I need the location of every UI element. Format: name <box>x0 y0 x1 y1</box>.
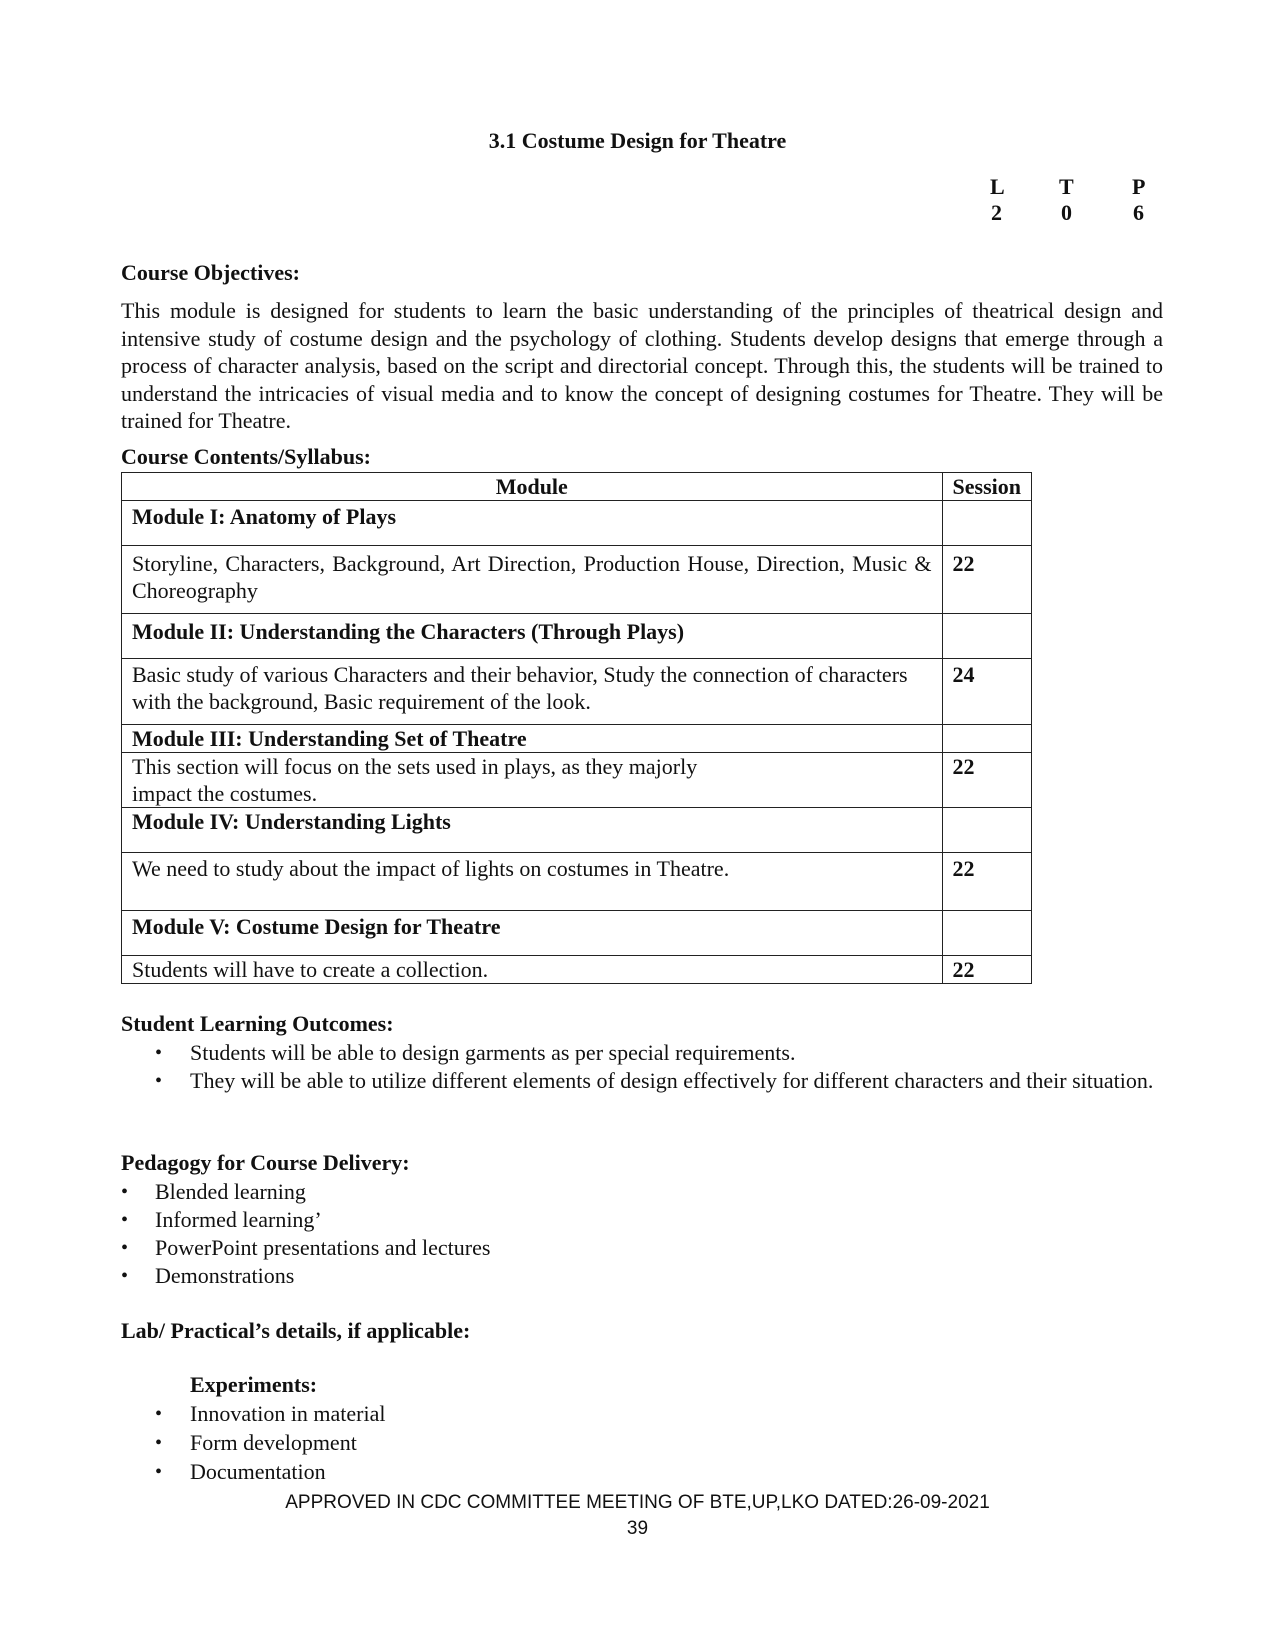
list-item <box>155 1429 955 1458</box>
ltp-label-l: L <box>990 174 1005 199</box>
syllabus-heading: Course Contents/Syllabus: <box>121 444 371 469</box>
module-title: Module II: Understanding the Characters (Through Plays) <box>122 614 943 659</box>
ltp-value-l: 2 <box>991 200 1002 225</box>
list-item-text: Innovation in material <box>190 1401 386 1426</box>
module-content: Students will have to create a collection. <box>122 956 943 984</box>
module-title-row <box>122 808 1032 853</box>
module-content: Basic study of various Characters and their behavior, Study the connection of characters with the background, Basic requirement of the look. <box>122 659 943 725</box>
module-title-row <box>122 725 1032 753</box>
list-item <box>121 1262 921 1291</box>
list-item-text: Informed learning’ <box>155 1207 322 1232</box>
module-title-row <box>122 501 1032 546</box>
list-item <box>121 1234 921 1263</box>
module-content-row <box>122 546 1032 614</box>
module-session: 24 <box>942 659 1031 725</box>
module-title-row <box>122 614 1032 659</box>
ltp-value-p: 6 <box>1133 200 1144 225</box>
module-session-empty <box>942 808 1031 853</box>
bullet-icon: • <box>121 1237 129 1259</box>
bullet-icon: • <box>155 1070 163 1092</box>
ltp-label-t: T <box>1059 174 1074 199</box>
list-item-text: Blended learning <box>155 1179 306 1204</box>
list-item-text: Form development <box>190 1430 357 1455</box>
experiments-subheading: Experiments: <box>190 1372 318 1397</box>
ltp-value-t: 0 <box>1061 200 1072 225</box>
list-item-text: They will be able to utilize different elements of design effectively for different characters and their situation. <box>190 1068 1154 1093</box>
bullet-icon: • <box>155 1432 163 1454</box>
bullet-icon: • <box>155 1461 163 1483</box>
module-content: We need to study about the impact of lights on costumes in Theatre. <box>122 853 943 911</box>
list-item-text: PowerPoint presentations and lectures <box>155 1235 491 1260</box>
page-footer <box>0 1490 1275 1542</box>
list-item-text: Documentation <box>190 1459 326 1484</box>
module-session: 22 <box>942 853 1031 911</box>
module-session: 22 <box>942 546 1031 614</box>
bullet-icon: • <box>121 1209 129 1231</box>
bullet-icon: • <box>155 1042 163 1064</box>
module-session-empty <box>942 614 1031 659</box>
list-item <box>155 1458 955 1487</box>
lab-heading: Lab/ Practical’s details, if applicable: <box>121 1318 471 1343</box>
module-session: 22 <box>942 753 1031 808</box>
module-title: Module V: Costume Design for Theatre <box>122 911 943 956</box>
bullet-icon: • <box>155 1403 163 1425</box>
ltp-label-p: P <box>1132 174 1146 199</box>
list-item <box>121 1206 921 1235</box>
module-content-row <box>122 853 1032 911</box>
module-content: Storyline, Characters, Background, Art Direction, Production House, Direction, Music & Choreography <box>122 546 943 614</box>
list-item <box>121 1178 921 1207</box>
list-item <box>155 1400 955 1429</box>
module-session-empty <box>942 501 1031 546</box>
module-session: 22 <box>942 956 1031 984</box>
session-column-header: Session <box>942 473 1031 501</box>
syllabus-table <box>121 472 1032 984</box>
list-item-text: Demonstrations <box>155 1263 295 1288</box>
module-title: Module III: Understanding Set of Theatre <box>122 725 943 753</box>
approval-note: APPROVED IN CDC COMMITTEE MEETING OF BTE,UP,LKO DATED:26-09-2021 <box>285 1492 990 1513</box>
page-title: 3.1 Costume Design for Theatre <box>488 128 787 153</box>
pedagogy-heading: Pedagogy for Course Delivery: <box>121 1150 410 1175</box>
page-number: 39 <box>626 1518 649 1539</box>
module-title: Module IV: Understanding Lights <box>122 808 943 853</box>
module-content: This section will focus on the sets used in plays, as they majorly impact the costumes. <box>122 753 943 808</box>
module-title: Module I: Anatomy of Plays <box>122 501 943 546</box>
list-item <box>155 1067 1163 1096</box>
outcomes-heading: Student Learning Outcomes: <box>121 1011 394 1036</box>
module-title-row <box>122 911 1032 956</box>
objectives-text: This module is designed for students to learn the basic understanding of the principles of theatrical design and intensive study of costume design and the psychology of clothing. Students develop designs that emerge through a process of character analysis, based on the script and directorial concept. Through this, the students will be trained to understand the intricacies of visual media and to know the concept of designing costumes for Theatre. They will be trained for Theatre. <box>121 298 1163 433</box>
bullet-icon: • <box>121 1181 129 1203</box>
list-item <box>155 1039 1163 1068</box>
list-item-text: Students will be able to design garments as per special requirements. <box>190 1040 796 1065</box>
module-session-empty <box>942 725 1031 753</box>
module-session-empty <box>942 911 1031 956</box>
bullet-icon: • <box>121 1265 129 1287</box>
module-content-row <box>122 753 1032 808</box>
objectives-heading: Course Objectives: <box>121 260 301 285</box>
table-header-row <box>122 473 1032 501</box>
module-column-header: Module <box>122 473 943 501</box>
module-content-row <box>122 659 1032 725</box>
module-content-row <box>122 956 1032 984</box>
